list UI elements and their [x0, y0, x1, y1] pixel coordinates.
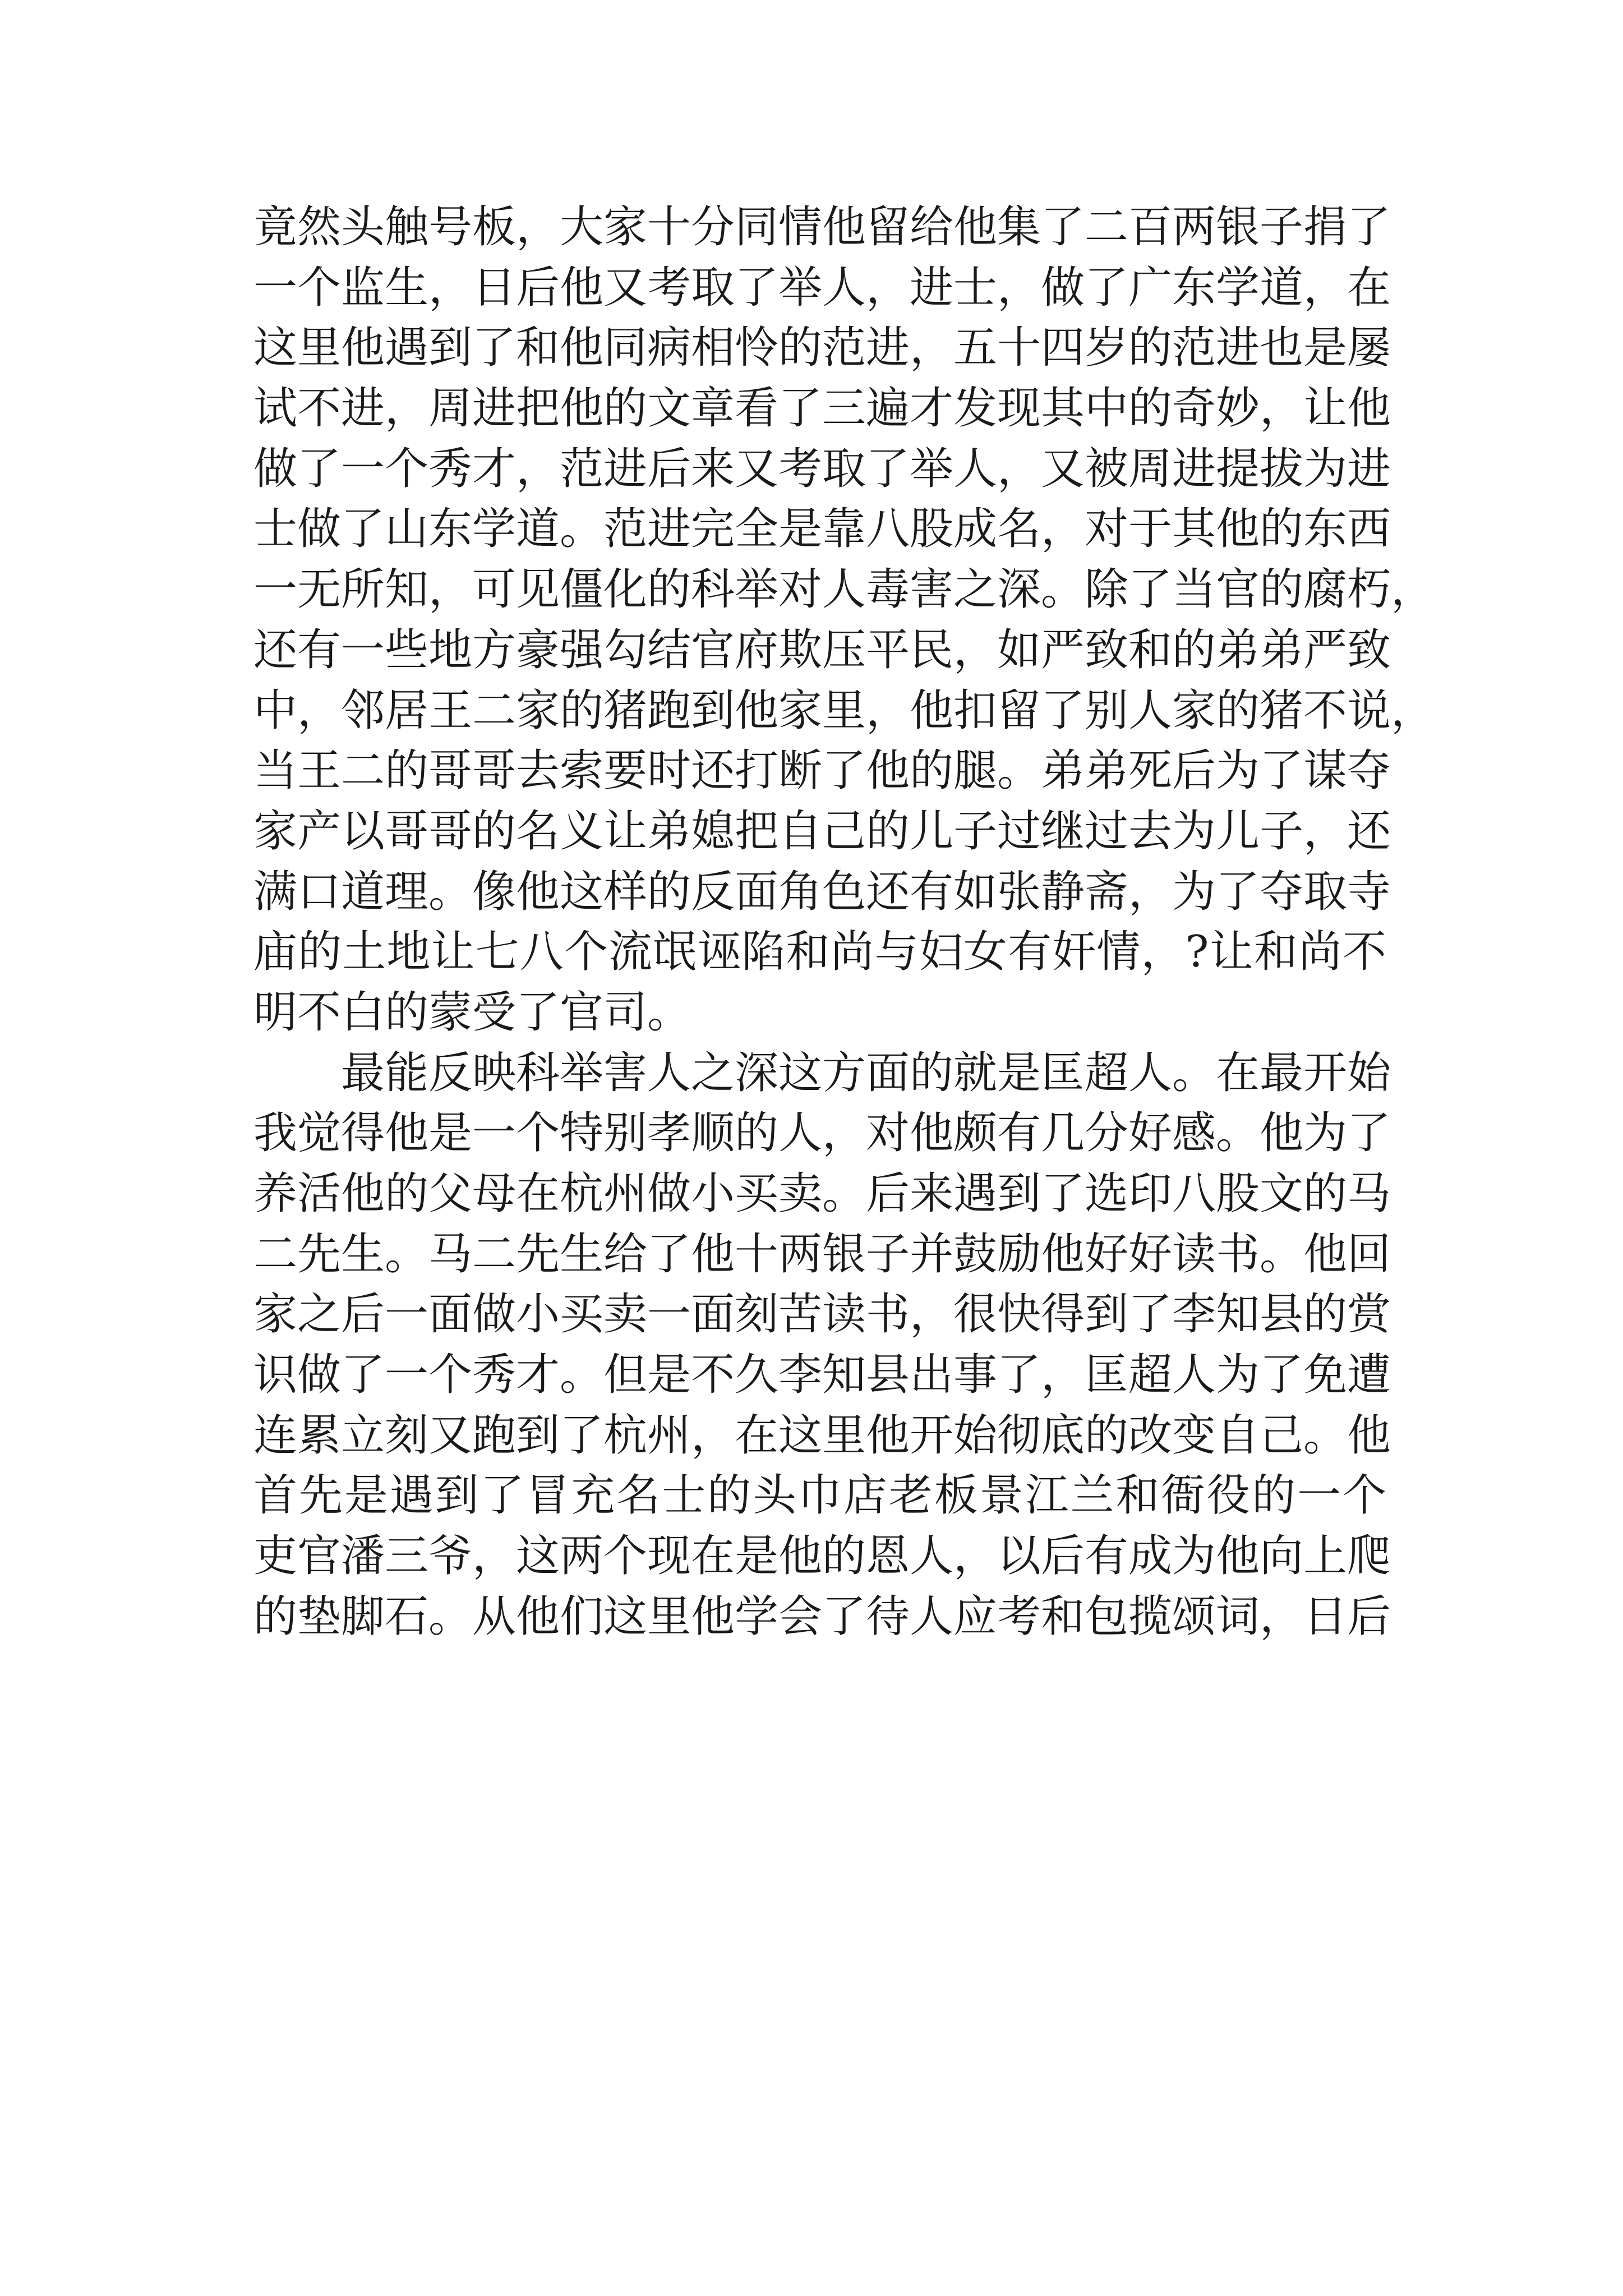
text-line: 养活他的父母在杭州做小买卖。后来遇到了选印八股文的马: [253, 1168, 1391, 1219]
paragraph-2: [253, 1043, 1391, 1648]
text-line: 识做了一个秀才。但是不久李知县出事了，匡超人为了免遭: [253, 1350, 1391, 1401]
body-text: [253, 197, 1435, 1648]
text-line: 首先是遇到了冒充名士的头巾店老板景江兰和衙役的一个: [253, 1470, 1386, 1521]
text-line: 满口道理。像他这样的反面角色还有如张静斋，为了夺取寺: [253, 866, 1391, 917]
text-line: 最能反映科举害人之深这方面的就是匡超人。在最开始: [253, 1047, 1391, 1098]
text-line: 吏官潘三爷，这两个现在是他的恩人，以后有成为他向上爬: [253, 1531, 1391, 1582]
text-line: 还有一些地方豪强勾结官府欺压平民，如严致和的弟弟严致: [253, 624, 1391, 675]
text-line: 一个监生，日后他又考取了举人，进士，做了广东学道，在: [253, 262, 1391, 313]
text-line: 连累立刻又跑到了杭州，在这里他开始彻底的改变自己。他: [253, 1410, 1391, 1461]
text-line: 这里他遇到了和他同病相怜的范进，五十四岁的范进也是屡: [253, 323, 1391, 374]
text-line: 明不白的蒙受了官司。: [253, 987, 691, 1038]
text-line: 竟然头触号板，大家十分同情他留给他集了二百两银子捐了: [253, 202, 1391, 252]
text-line: 试不进，周进把他的文章看了三遍才发现其中的奇妙，让他: [253, 383, 1391, 434]
text-line: 家之后一面做小买卖一面刻苦读书，很快得到了李知县的赏: [253, 1289, 1391, 1340]
text-line: 士做了山东学道。范进完全是靠八股成名，对于其他的东西: [253, 504, 1391, 555]
paragraph-1: [253, 197, 1435, 1043]
text-line: 中，邻居王二家的猪跑到他家里，他扣留了别人家的猪不说，: [253, 685, 1435, 736]
text-line: 我觉得他是一个特别孝顺的人，对他颇有几分好感。他为了: [253, 1108, 1391, 1159]
text-line: 二先生。马二先生给了他十两银子并鼓励他好好读书。他回: [253, 1228, 1391, 1280]
text-line: 庙的土地让七八个流氓诬陷和尚与妇女有奸情，?让和尚不: [253, 927, 1386, 978]
text-line: 的垫脚石。从他们这里他学会了待人应考和包揽颂词，日后: [253, 1591, 1391, 1642]
text-line: 当王二的哥哥去索要时还打断了他的腿。弟弟死后为了谋夺: [253, 746, 1391, 797]
text-line: 家产以哥哥的名义让弟媳把自己的儿子过继过去为儿子，还: [253, 806, 1391, 857]
text-line: 一无所知，可见僵化的科举对人毒害之深。除了当官的腐朽，: [253, 564, 1435, 615]
text-line: 做了一个秀才，范进后来又考取了举人，又被周进提拔为进: [253, 443, 1391, 494]
